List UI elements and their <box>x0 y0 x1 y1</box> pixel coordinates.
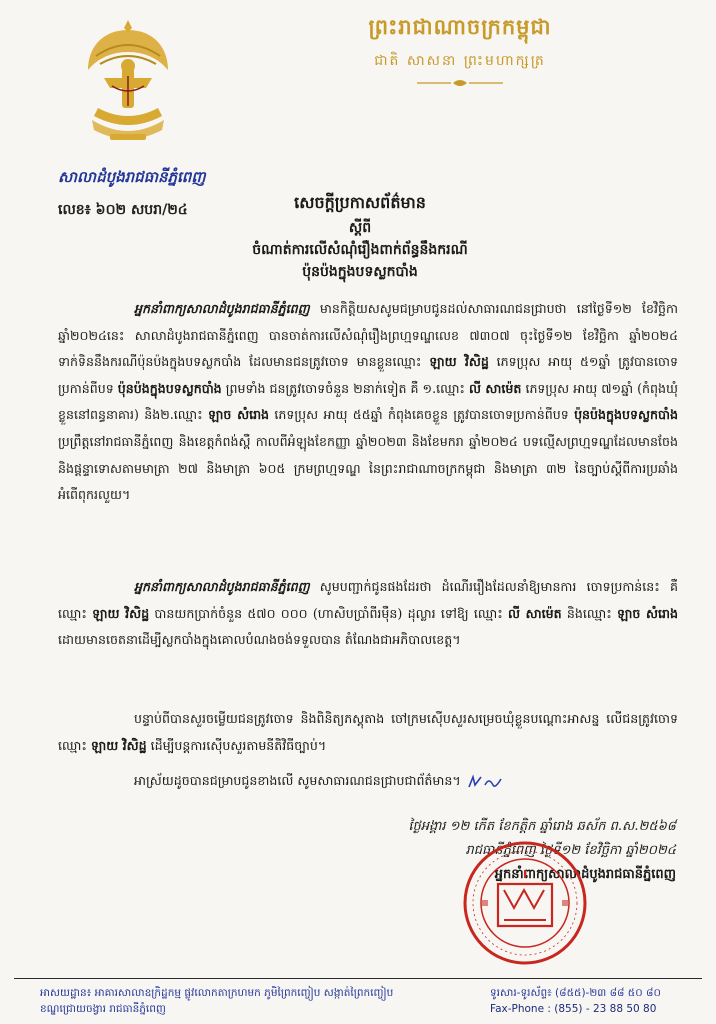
lunar-date: ថ្ងៃអង្គារ ១២ កើត ខែកត្តិក ឆ្នាំរោង ឆស័ក ព.ស.២៥៦៨ <box>408 819 676 834</box>
kingdom-motto: ជាតិ សាសនា ព្រះមហាក្សត្រ <box>374 53 546 69</box>
paragraph-3 <box>58 706 678 759</box>
initials-signature-icon <box>465 773 505 791</box>
reference-number: លេខ៖ ៦០២ សបរា/២៤ <box>58 202 188 218</box>
accused-name: លី សាម៉េត <box>508 605 562 621</box>
paragraph-text: សូមបញ្ជាក់ជូនផងដែរថា ដំណើររឿងដែលនាំឱ្យមានការ ចោទប្រកាន់នេះ គឺ ឈ្មោះ <box>58 579 678 621</box>
charge-text: ប៉ុនប៉ងក្នុងបទស្លកបាំង <box>574 407 678 423</box>
phone-number: ទូរសារ-ទូរស័ព្ទ៖ (៨៥៥)-២៣ ៨៨ ៥០ ៨០ <box>490 987 661 999</box>
accused-name: ឡាយ វិសិដ្ឋ <box>90 737 147 753</box>
accused-name: ឡាច សំរោង <box>617 605 679 621</box>
paragraph-text: ដើម្បីបន្តការស៊ើបសួរតាមនីតិវិធីច្បាប់។ <box>146 737 327 753</box>
paragraph-text: ព្រមទាំង ជនត្រូវចោទចំនួន ២នាក់ទៀត គឺ ១.ឈ្មោះ <box>221 380 470 396</box>
footer-address <box>40 985 460 1017</box>
paragraph-text: ដោយមានចេតនាដើម្បីស្លកបាំងក្នុងគោលបំណងចង់ទទួលបាន តំណែងជាអភិបាលខេត្ត។ <box>58 632 461 648</box>
paragraph-text: ភេទប្រុស អាយុ ៥៥ឆ្នាំ កំពុងគេចខ្លួន ត្រូវបានចោទប្រកាន់ពីបទ <box>269 407 575 423</box>
paragraph-text: ភេទប្រុស អាយុ ៧១ឆ្នាំ (កំពុងឃុំខ្លួននៅពន្ធនាគារ) និង២.ឈ្មោះ <box>58 380 678 423</box>
solar-date: រាជធានីភ្នំពេញ ថ្ងៃទី១២ ខែវិច្ឆិកា ឆ្នាំ២០២៤ <box>465 843 676 858</box>
paragraph-text: អាស្រ័យដូចបានជម្រាបជូនខាងលើ សូមសាធារណជនជ្រាបជាព័ត៌មាន។ <box>134 773 461 788</box>
fax-number: Fax-Phone : (855) - 23 88 50 80 <box>490 1003 657 1015</box>
paragraph-1 <box>58 296 678 509</box>
accused-name: ឡាយ វិសិដ្ឋ <box>429 354 489 370</box>
spokesperson-lead: អ្នកនាំពាក្យសាលាដំបូងរាជធានីភ្នំពេញ <box>134 579 310 594</box>
paragraph-4 <box>58 768 678 795</box>
address-line: អាសយដ្ឋាន៖ អាគារសាលាឧក្រិដ្ឋកម្ម ផ្លូវលោកតាក្រហមក ភូមិព្រៃកញ្ចៀប សង្កាត់ព្រៃកញ្ចៀប <box>40 987 394 999</box>
paragraph-text: បានយកប្រាក់ចំនួន ៥៧០ ០០០ (ហាសិបប្រាំពីរម៉ឺន) ដុល្លារ ទៅឱ្យ ឈ្មោះ <box>149 605 508 621</box>
title-subject-line1: ចំណាត់ការលើសំណុំរឿងពាក់ព័ន្ធនឹងករណី <box>252 242 468 258</box>
paragraph-text: មានកិត្តិយសសូមជម្រាបជូនដល់សាធារណជនជ្រាបថា នៅថ្ងៃទី១២ ខែវិច្ឆិកា ឆ្នាំ២០២៤នេះ សាលាដំបូងរាជធានីភ្នំពេញ បានចាត់ការលើសំណុំរឿងព្រហ្មទណ្ឌលេខ ៧៣០៧ ចុះថ្ងៃទី១២ ខែវិច្ឆិកា ឆ្នាំ២០២៤ ទាក់ទិននឹងករណីប៉ុនប៉ងក្នុងបទស្លកបាំង ដែលមានជនត្រូវចោទ មានខ្លួនឈ្មោះ <box>58 301 678 370</box>
paragraph-text: ភេទប្រុស អាយុ ៥១ឆ្នាំ ត្រូវបានចោទប្រកាន់ពីបទ <box>58 354 678 396</box>
kingdom-title: ព្រះរាជាណាចក្រកម្ពុជា <box>368 14 552 39</box>
paragraph-2 <box>58 574 678 654</box>
issuing-organization: សាលាដំបូងរាជធានីភ្នំពេញ <box>58 168 206 186</box>
paragraph-text: និងឈ្មោះ <box>561 605 618 621</box>
court-seal-icon <box>462 840 588 966</box>
address-line: ខណ្ឌជ្រោយចង្វារ រាជធានីភ្នំពេញ <box>40 1003 166 1015</box>
kingdom-header <box>250 14 670 92</box>
title-regarding: ស្ដីពី <box>348 220 372 236</box>
accused-name: ឡាយ វិសិដ្ឋ <box>92 605 150 621</box>
footer-contact <box>490 985 700 1017</box>
royal-emblem-icon <box>82 16 174 146</box>
paragraph-text: បន្ទាប់ពីបានសួរចម្លើយជនត្រូវចោទ និងពិនិត្យភស្ដុតាង ចៅក្រមស៊ើបសួរសម្រេចឃុំខ្លួនបណ្ដោះអាសន្ន លើជនត្រូវចោទឈ្មោះ <box>58 711 678 753</box>
paragraph-text: ប្រព្រឹត្តនៅរាជធានីភ្នំពេញ និងខេត្តកំពង់ស្ពឺ កាលពីអំឡុងខែកញ្ញា ឆ្នាំ២០២៣ និងខែមករា ឆ្នាំ២០២៤ បទល្មើសព្រហ្មទណ្ឌដែលមានចែង និងផ្ដន្ទាទោសតាមមាត្រា ២៧ និងមាត្រា ៦០៥ ក្រមព្រហ្មទណ្ឌ នៃព្រះរាជាណាចក្រកម្ពុជា និងមាត្រា ៣២ នៃច្បាប់ស្ដីពីការប្រឆាំងអំពើពុករលួយ។ <box>58 433 678 503</box>
spokesperson-lead: អ្នកនាំពាក្យសាលាដំបូងរាជធានីភ្នំពេញ <box>134 301 310 316</box>
footer-divider <box>14 978 702 979</box>
title-subject-line2: ប៉ុនប៉ងក្នុងបទស្លកបាំង <box>302 264 418 280</box>
charge-text: ប៉ុនប៉ងក្នុងបទស្លកបាំង <box>117 380 222 396</box>
ornament-divider-icon <box>415 78 505 88</box>
accused-name: ឡាច សំរោង <box>207 407 270 423</box>
accused-name: លី សាម៉េត <box>469 380 522 396</box>
document-title: សេចក្ដីប្រកាសព័ត៌មាន <box>294 193 426 212</box>
signatory-title: អ្នកនាំពាក្យសាលាដំបូងរាជធានីភ្នំពេញ <box>494 867 676 882</box>
